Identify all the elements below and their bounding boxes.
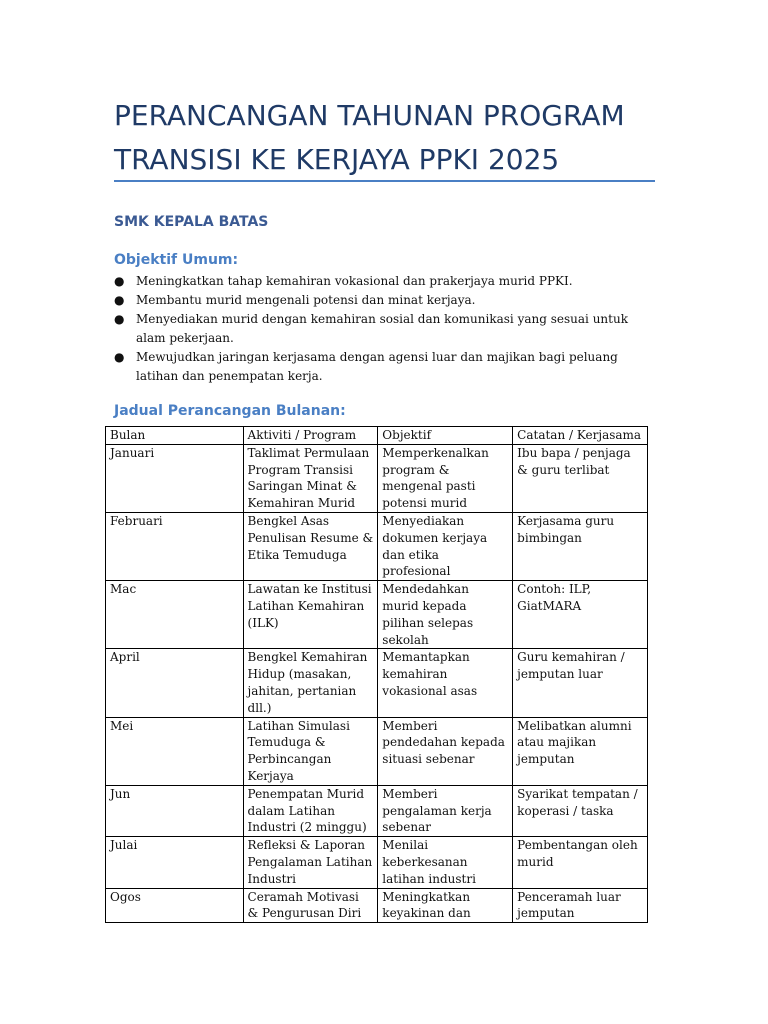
- table-cell: Pembentangan oleh murid: [513, 837, 648, 888]
- table-row: [106, 581, 648, 649]
- table-cell: Contoh: ILP, GiatMARA: [513, 581, 648, 649]
- table-cell: Latihan Simulasi Temuduga & Perbincangan Kerjaya: [243, 717, 378, 785]
- table-cell: Menilai keberkesanan latihan industri: [378, 837, 513, 888]
- table-cell: Julai: [106, 837, 244, 888]
- table-row: [106, 785, 648, 836]
- table-cell: Bengkel Asas Penulisan Resume & Etika Temuduga: [243, 512, 378, 580]
- table-header-row: [106, 427, 648, 445]
- table-cell: Memantapkan kemahiran vokasional asas: [378, 649, 513, 717]
- document-title: PERANCANGAN TAHUNAN PROGRAM TRANSISI KE KERJAYA PPKI 2025: [114, 99, 625, 176]
- table-heading: Jadual Perancangan Bulanan:: [114, 403, 346, 419]
- bullet-icon: ●: [114, 274, 125, 288]
- table-row: [106, 512, 648, 580]
- table-cell: Menyediakan dokumen kerjaya dan etika profesional: [378, 512, 513, 580]
- column-header: Bulan: [106, 427, 244, 445]
- column-header: Aktiviti / Program: [243, 427, 378, 445]
- table-row: [106, 837, 648, 888]
- table-cell: Penceramah luar jemputan: [513, 888, 648, 923]
- column-header: Objektif: [378, 427, 513, 445]
- table-row: [106, 717, 648, 785]
- table-cell: Syarikat tempatan / koperasi / taska: [513, 785, 648, 836]
- table-cell: Memberi pengalaman kerja sebenar: [378, 785, 513, 836]
- table-cell: Ibu bapa / penjaga & guru terlibat: [513, 444, 648, 512]
- bullet-icon: ●: [114, 350, 125, 364]
- table-cell: Februari: [106, 512, 244, 580]
- table-cell: Mei: [106, 717, 244, 785]
- table-cell: Ceramah Motivasi & Pengurusan Diri: [243, 888, 378, 923]
- school-name: SMK KEPALA BATAS: [114, 214, 269, 230]
- bullet-icon: ●: [114, 312, 125, 326]
- table-row: [106, 444, 648, 512]
- table-cell: Januari: [106, 444, 244, 512]
- table-cell: Memperkenalkan program & mengenal pasti potensi murid: [378, 444, 513, 512]
- table-cell: Bengkel Kemahiran Hidup (masakan, jahitan, pertanian dll.): [243, 649, 378, 717]
- table-cell: Mac: [106, 581, 244, 649]
- column-header: Catatan / Kerjasama: [513, 427, 648, 445]
- table-cell: Ogos: [106, 888, 244, 923]
- table-cell: Jun: [106, 785, 244, 836]
- table-cell: Kerjasama guru bimbingan: [513, 512, 648, 580]
- table-cell: April: [106, 649, 244, 717]
- table-row: [106, 888, 648, 923]
- bullet-icon: ●: [114, 293, 125, 307]
- table-cell: Taklimat Permulaan Program Transisi Saringan Minat & Kemahiran Murid: [243, 444, 378, 512]
- title-divider: [114, 180, 655, 182]
- objective-item: ● Menyediakan murid dengan kemahiran sosial dan komunikasi yang sesuai untuk alam pekerjaan.: [114, 312, 628, 345]
- objectives-list: [114, 272, 654, 386]
- table-cell: Melibatkan alumni atau majikan jemputan: [513, 717, 648, 785]
- table-cell: Guru kemahiran / jemputan luar: [513, 649, 648, 717]
- table-cell: Mendedahkan murid kepada pilihan selepas sekolah: [378, 581, 513, 649]
- table-row: [106, 649, 648, 717]
- table-cell: Lawatan ke Institusi Latihan Kemahiran (ILK): [243, 581, 378, 649]
- table-cell: Penempatan Murid dalam Latihan Industri (2 minggu): [243, 785, 378, 836]
- objectives-heading: Objektif Umum:: [114, 252, 239, 268]
- objective-item: ● Meningkatkan tahap kemahiran vokasional dan prakerjaya murid PPKI.: [114, 272, 654, 291]
- monthly-plan-table: [105, 426, 648, 923]
- table-cell: Memberi pendedahan kepada situasi sebenar: [378, 717, 513, 785]
- objective-item: ● Mewujudkan jaringan kerjasama dengan agensi luar dan majikan bagi peluang latihan dan penempatan kerja.: [114, 350, 618, 383]
- table-cell: Refleksi & Laporan Pengalaman Latihan Industri: [243, 837, 378, 888]
- objective-item: ● Membantu murid mengenali potensi dan minat kerjaya.: [114, 291, 654, 310]
- table-cell: Meningkatkan keyakinan dan: [378, 888, 513, 923]
